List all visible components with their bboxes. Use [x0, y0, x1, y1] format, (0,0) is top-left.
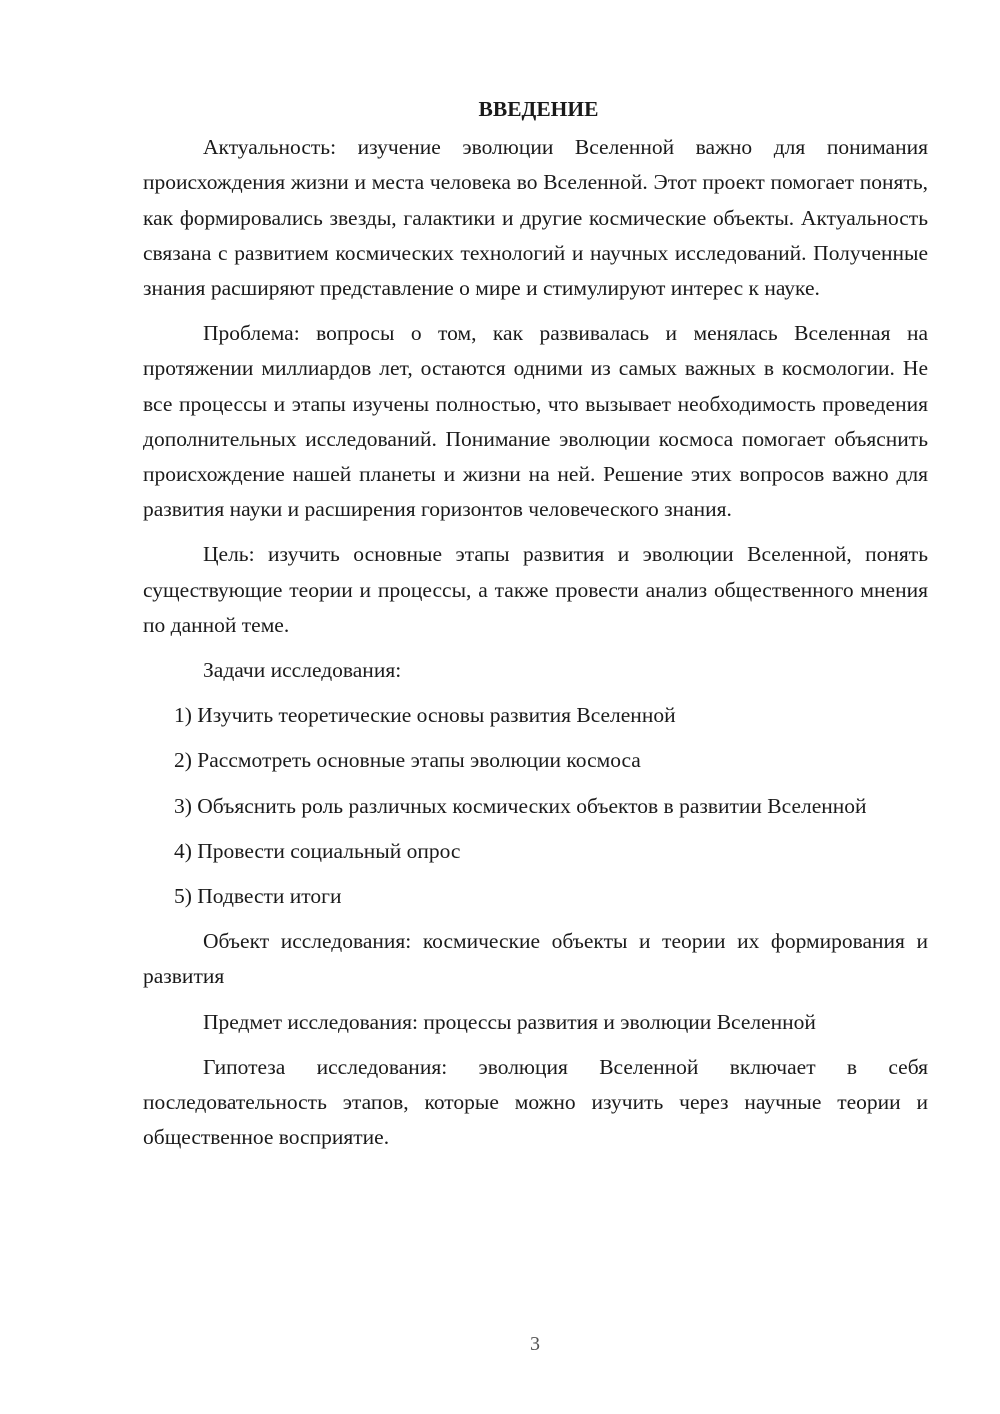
tasks-title: Задачи исследования:: [203, 658, 402, 683]
document-page: [143, 92, 928, 1165]
paragraph-relevance: Актуальность: изучение эволюции Вселенной важно для понимания происхождения жизни и места человека во Вселенной. Этот проект помогает понять, как формировались звезды, галактики и другие космические объекты. Актуальность связана с развитием космических технологий и научных исследований. Полученные знания расширяют представление о мире и стимулируют интерес к науке.: [143, 135, 928, 301]
paragraph-problem: Проблема: вопросы о том, как развивалась и менялась Вселенная на протяжении миллиардов лет, остаются одними из самых важных в космологии. Не все процессы и этапы изучены полностью, что вызывает необходимость проведения дополнительных исследований. Понимание эволюции космоса помогает объяснить происхождение нашей планеты и жизни на ней. Решение этих вопросов важно для развития науки и расширения горизонтов человеческого знания.: [143, 321, 928, 522]
paragraph-goal: Цель: изучить основные этапы развития и эволюции Вселенной, понять существующие теории и процессы, а также провести анализ общественного мнения по данной теме.: [143, 542, 928, 637]
paragraph-object: Объект исследования: космические объекты и теории их формирования и развития: [143, 929, 928, 989]
task-item: 2) Рассмотреть основные этапы эволюции космоса: [174, 748, 641, 773]
page-number: 3: [530, 1333, 540, 1355]
task-item: 1) Изучить теоретические основы развития Вселенной: [174, 703, 676, 728]
task-item: 5) Подвести итоги: [174, 884, 342, 909]
task-item: 3) Объяснить роль различных космических объектов в развитии Вселенной: [174, 793, 867, 818]
task-item: 4) Провести социальный опрос: [174, 838, 461, 863]
section-heading: ВВЕДЕНИЕ: [478, 97, 599, 121]
paragraph-hypothesis: Гипотеза исследования: эволюция Вселенной включает в себя последовательность этапов, которые можно изучить через научные теории и общественное восприятие.: [143, 1054, 928, 1150]
paragraph-subject: Предмет исследования: процессы развития и эволюции Вселенной: [203, 1009, 816, 1034]
